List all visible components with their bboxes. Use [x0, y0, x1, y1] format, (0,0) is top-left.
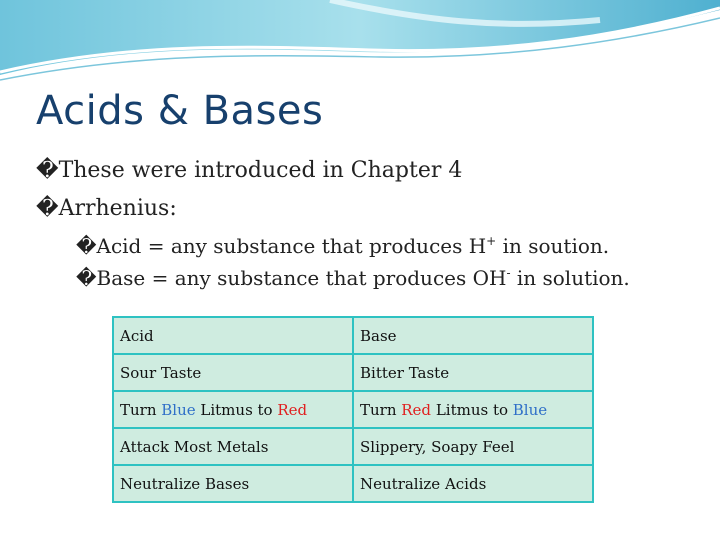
table-cell: Sour Taste [114, 355, 352, 390]
bullet-marker: � [36, 158, 59, 183]
cell-text: Turn [360, 400, 402, 419]
acid-base-table [112, 316, 594, 503]
blue-word: Blue [512, 400, 548, 419]
table-row [114, 392, 592, 427]
bullet-marker: � [76, 234, 97, 258]
superscript: + [486, 234, 497, 248]
cell-text: Turn [120, 400, 162, 419]
red-word: Red [277, 400, 308, 419]
cell-text: Litmus to [195, 400, 278, 419]
bullet-marker: � [36, 196, 59, 221]
bullet-marker: � [76, 266, 97, 290]
sub-bullet-text: in soution. [496, 234, 610, 258]
bullet-arrhenius [36, 196, 177, 221]
sub-bullet-acid [76, 234, 609, 258]
sub-bullet-text: Base = any substance that produces OH [96, 266, 507, 290]
table-cell: Neutralize Bases [114, 466, 352, 501]
bullet-text: Arrhenius: [58, 196, 177, 221]
sub-bullet-text: in solution. [510, 266, 630, 290]
table-row [114, 429, 592, 464]
table-row [114, 466, 592, 501]
slide-title: Acids & Bases [36, 88, 324, 134]
header-acid: Acid [114, 318, 352, 353]
header-base: Base [354, 318, 592, 353]
table-cell: Slippery, Soapy Feel [354, 429, 592, 464]
cell-text: Litmus to [431, 400, 513, 419]
header-wave-decoration [0, 0, 720, 90]
blue-word: Blue [161, 400, 196, 419]
sub-bullet-base [76, 266, 630, 290]
superscript: - [506, 266, 511, 280]
table-cell: Bitter Taste [354, 355, 592, 390]
table-cell: Attack Most Metals [114, 429, 352, 464]
bullet-text: These were introduced in Chapter 4 [58, 158, 463, 183]
table-row [114, 355, 592, 390]
bullet-chapter [36, 158, 462, 183]
red-word: Red [401, 400, 432, 419]
table-row [114, 318, 592, 353]
table-cell [354, 392, 592, 427]
table-cell [114, 392, 352, 427]
sub-bullet-text: Acid = any substance that produces H [96, 234, 487, 258]
table-cell: Neutralize Acids [354, 466, 592, 501]
